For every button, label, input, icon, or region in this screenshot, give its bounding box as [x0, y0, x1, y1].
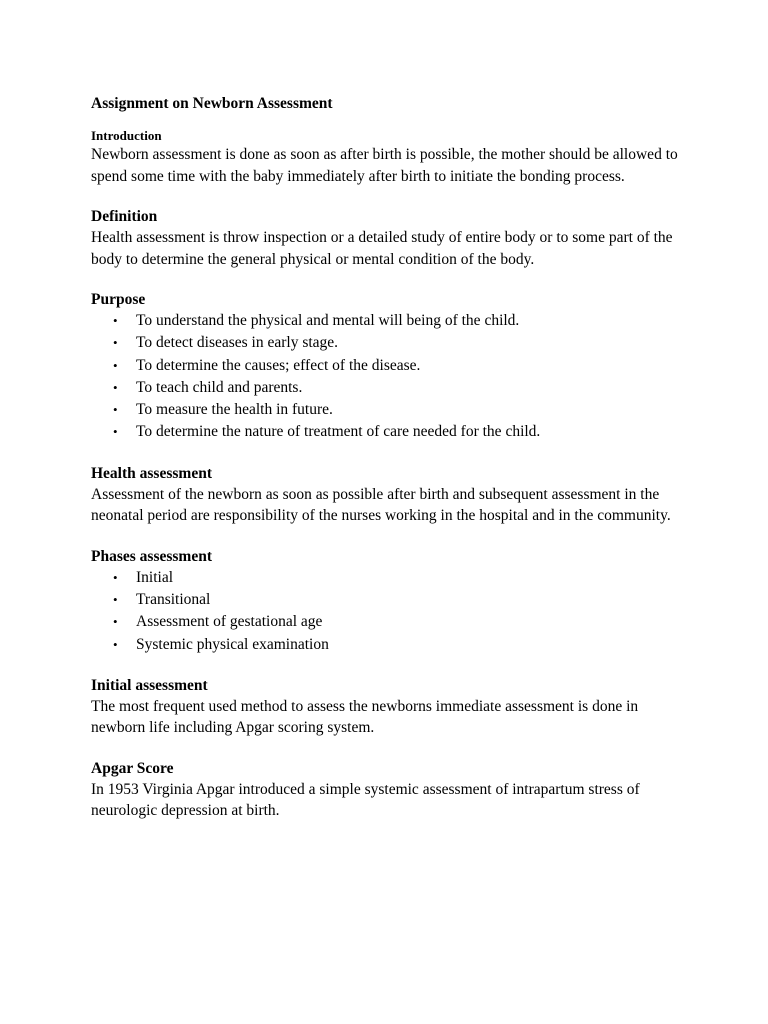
section-introduction — [91, 128, 691, 187]
section-phases-assessment — [91, 547, 691, 656]
list-item — [91, 634, 691, 656]
section-heading-purpose: Purpose — [91, 291, 146, 308]
section-heading-health-assessment: Health assessment — [91, 464, 212, 482]
section-heading-definition: Definition — [91, 208, 158, 225]
section-purpose — [91, 290, 691, 444]
list-item — [91, 421, 691, 443]
document-page — [91, 94, 691, 842]
document-title: Assignment on Newborn Assessment — [91, 95, 333, 112]
bullet-icon: • — [113, 569, 118, 585]
list-item-text: Systemic physical examination — [136, 635, 329, 653]
phases-list — [91, 567, 691, 656]
bullet-icon: • — [113, 402, 118, 418]
purpose-list — [91, 310, 691, 444]
section-paragraph-definition: Health assessment is throw inspection or a detailed study of entire body or to some part of the body to determine the general physical or mental condition of the body. — [91, 229, 673, 268]
section-paragraph-apgar-score: In 1953 Virginia Apgar introduced a simple systemic assessment of intrapartum stress of neurologic depression at birth. — [91, 780, 640, 820]
list-item-text: Assessment of gestational age — [136, 613, 323, 631]
list-item-text: Initial — [136, 568, 174, 586]
bullet-icon: • — [113, 357, 118, 373]
section-heading-initial-assessment: Initial assessment — [91, 676, 208, 694]
section-paragraph-health-assessment: Assessment of the newborn as soon as possible after birth and subsequent assessment in the neonatal period are responsibility of the nurses working in the hospital and in the community. — [91, 485, 671, 525]
list-item — [91, 377, 691, 399]
section-paragraph-introduction: Newborn assessment is done as soon as after birth is possible, the mother should be allowed to spend some time with the baby immediately after birth to initiate the bonding process. — [91, 146, 678, 185]
bullet-icon: • — [113, 335, 118, 351]
list-item-text: To measure the health in future. — [136, 401, 333, 419]
list-item — [91, 399, 691, 421]
bullet-icon: • — [113, 424, 118, 440]
list-item — [91, 611, 691, 633]
bullet-icon: • — [113, 614, 118, 630]
list-item-text: To understand the physical and mental will being of the child. — [136, 312, 520, 329]
list-item — [91, 310, 691, 332]
list-item — [91, 355, 691, 377]
list-item-text: To detect diseases in early stage. — [136, 334, 339, 352]
bullet-icon: • — [113, 379, 118, 395]
list-item-text: To determine the nature of treatment of care needed for the child. — [136, 423, 541, 441]
bullet-icon: • — [113, 313, 118, 328]
section-initial-assessment — [91, 676, 691, 739]
section-heading-phases-assessment: Phases assessment — [91, 547, 212, 565]
bullet-icon: • — [113, 636, 118, 652]
section-health-assessment — [91, 464, 691, 527]
list-item — [91, 332, 691, 354]
list-item-text: To determine the causes; effect of the disease. — [136, 356, 421, 374]
list-item-text: Transitional — [136, 591, 211, 609]
section-paragraph-initial-assessment: The most frequent used method to assess the newborns immediate assessment is done in newborn life including Apgar scoring system. — [91, 697, 639, 737]
section-heading-apgar-score: Apgar Score — [91, 759, 174, 777]
list-item-text: To teach child and parents. — [136, 378, 303, 396]
section-heading-introduction: Introduction — [91, 128, 162, 143]
list-item — [91, 567, 691, 589]
bullet-icon: • — [113, 592, 118, 608]
list-item — [91, 589, 691, 611]
section-definition — [91, 207, 691, 270]
section-apgar-score — [91, 759, 691, 822]
